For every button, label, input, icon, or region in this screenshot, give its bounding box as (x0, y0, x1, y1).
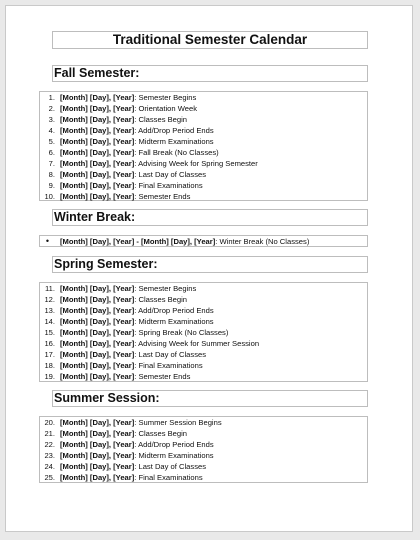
item-date: [Month] [Day], [Year] (60, 284, 135, 293)
item-number: 19. (44, 372, 55, 381)
winter-break-heading: Winter Break: (52, 209, 368, 226)
item-date: [Month] [Day], [Year] (60, 295, 135, 304)
list-item (40, 371, 367, 382)
list-item (40, 92, 367, 103)
item-event: : Classes Begin (134, 295, 188, 304)
item-event: : Advising Week for Summer Session (134, 339, 260, 348)
summer-session-heading: Summer Session: (52, 390, 368, 407)
item-event: : Semester Begins (134, 284, 197, 293)
list-item (40, 461, 367, 472)
item-date: [Month] [Day], [Year] (60, 115, 135, 124)
item-event: : Midterm Examinations (134, 137, 214, 146)
item-date: [Month] [Day], [Year] (60, 159, 135, 168)
item-number: 6. (48, 148, 55, 157)
item-event: : Midterm Examinations (134, 317, 214, 326)
list-item (40, 114, 367, 125)
item-event: : Last Day of Classes (134, 462, 207, 471)
item-event: : Spring Break (No Classes) (134, 328, 229, 337)
item-event: : Add/Drop Period Ends (134, 126, 214, 135)
item-date: [Month] [Day], [Year] (60, 418, 135, 427)
item-number: 1. (48, 93, 55, 102)
item-date: [Month] [Day], [Year] (60, 126, 135, 135)
bullet: • (45, 236, 50, 246)
item-number: 14. (44, 317, 55, 326)
item-number: 21. (44, 429, 55, 438)
list-item (40, 327, 367, 338)
item-event: : Final Examinations (134, 473, 203, 482)
item-number: 12. (44, 295, 55, 304)
item-date: [Month] [Day], [Year] (60, 328, 135, 337)
item-date: [Month] [Day], [Year] (60, 350, 135, 359)
list-item (40, 305, 367, 316)
item-date: [Month] [Day], [Year] (60, 451, 135, 460)
list-item (40, 125, 367, 136)
list-item (40, 158, 367, 169)
item-event: : Add/Drop Period Ends (134, 306, 214, 315)
item-event: : Fall Break (No Classes) (134, 148, 219, 157)
item-number: 22. (44, 440, 55, 449)
item-event: : Advising Week for Spring Semester (134, 159, 258, 168)
item-event: : Summer Session Begins (134, 418, 222, 427)
winter-break-list (39, 235, 368, 247)
item-number: 3. (48, 115, 55, 124)
item-event: : Classes Begin (134, 429, 188, 438)
list-item (40, 283, 367, 294)
item-number: 9. (48, 181, 55, 190)
item-date: [Month] [Day], [Year] (60, 170, 135, 179)
list-item (40, 417, 367, 428)
item-event: : Add/Drop Period Ends (134, 440, 214, 449)
item-date: [Month] [Day], [Year] (60, 339, 135, 348)
list-item (40, 169, 367, 180)
item-number: 4. (48, 126, 55, 135)
item-event: : Winter Break (No Classes) (215, 237, 310, 246)
item-date: [Month] [Day], [Year] (60, 317, 135, 326)
list-item (40, 428, 367, 439)
item-event: : Final Examinations (134, 361, 203, 370)
fall-semester-heading: Fall Semester: (52, 65, 368, 82)
item-event: : Final Examinations (134, 181, 203, 190)
item-date: [Month] [Day], [Year] (60, 192, 135, 201)
item-date: [Month] [Day], [Year] (60, 429, 135, 438)
list-item (40, 472, 367, 483)
item-event: : Last Day of Classes (134, 350, 207, 359)
item-number: 17. (44, 350, 55, 359)
list-item (40, 439, 367, 450)
item-number: 5. (48, 137, 55, 146)
item-number: 20. (44, 418, 55, 427)
item-date: [Month] [Day], [Year] (60, 462, 135, 471)
item-number: 13. (44, 306, 55, 315)
item-event: : Classes Begin (134, 115, 188, 124)
item-date: [Month] [Day], [Year] (60, 473, 135, 482)
list-item (40, 136, 367, 147)
list-item (40, 147, 367, 158)
list-item (40, 191, 367, 202)
item-date: [Month] [Day], [Year] (60, 372, 135, 381)
list-item (40, 450, 367, 461)
list-item (40, 360, 367, 371)
item-event: : Semester Begins (134, 93, 197, 102)
page-title: Traditional Semester Calendar (52, 31, 368, 49)
list-item (40, 349, 367, 360)
item-number: 18. (44, 361, 55, 370)
item-event: : Last Day of Classes (134, 170, 207, 179)
item-event: : Midterm Examinations (134, 451, 214, 460)
item-date: [Month] [Day], [Year] (60, 93, 135, 102)
item-date: [Month] [Day], [Year] (60, 148, 135, 157)
item-number: 23. (44, 451, 55, 460)
item-date: [Month] [Day], [Year] (60, 181, 135, 190)
item-date: [Month] [Day], [Year] (60, 104, 135, 113)
summer-session-list (39, 416, 368, 483)
spring-semester-list (39, 282, 368, 382)
item-number: 15. (44, 328, 55, 337)
item-number: 7. (48, 159, 55, 168)
item-date: [Month] [Day], [Year] (60, 306, 135, 315)
item-number: 11. (45, 284, 55, 293)
item-date: [Month] [Day], [Year] (60, 137, 135, 146)
item-event: : Semester Ends (134, 192, 191, 201)
item-date: [Month] [Day], [Year] - [Month] [Day], [Year] (60, 237, 216, 246)
list-item (40, 103, 367, 114)
item-event: : Semester Ends (134, 372, 191, 381)
fall-semester-list (39, 91, 368, 201)
item-number: 16. (44, 339, 55, 348)
item-date: [Month] [Day], [Year] (60, 440, 135, 449)
document-page (5, 5, 413, 532)
item-number: 10. (44, 192, 55, 201)
list-item (40, 236, 367, 247)
item-event: : Orientation Week (134, 104, 198, 113)
item-number: 24. (44, 462, 55, 471)
item-number: 2. (48, 104, 55, 113)
list-item (40, 338, 367, 349)
item-date: [Month] [Day], [Year] (60, 361, 135, 370)
list-item (40, 294, 367, 305)
spring-semester-heading: Spring Semester: (52, 256, 368, 273)
list-item (40, 316, 367, 327)
list-item (40, 180, 367, 191)
item-number: 25. (44, 473, 55, 482)
item-number: 8. (48, 170, 55, 179)
